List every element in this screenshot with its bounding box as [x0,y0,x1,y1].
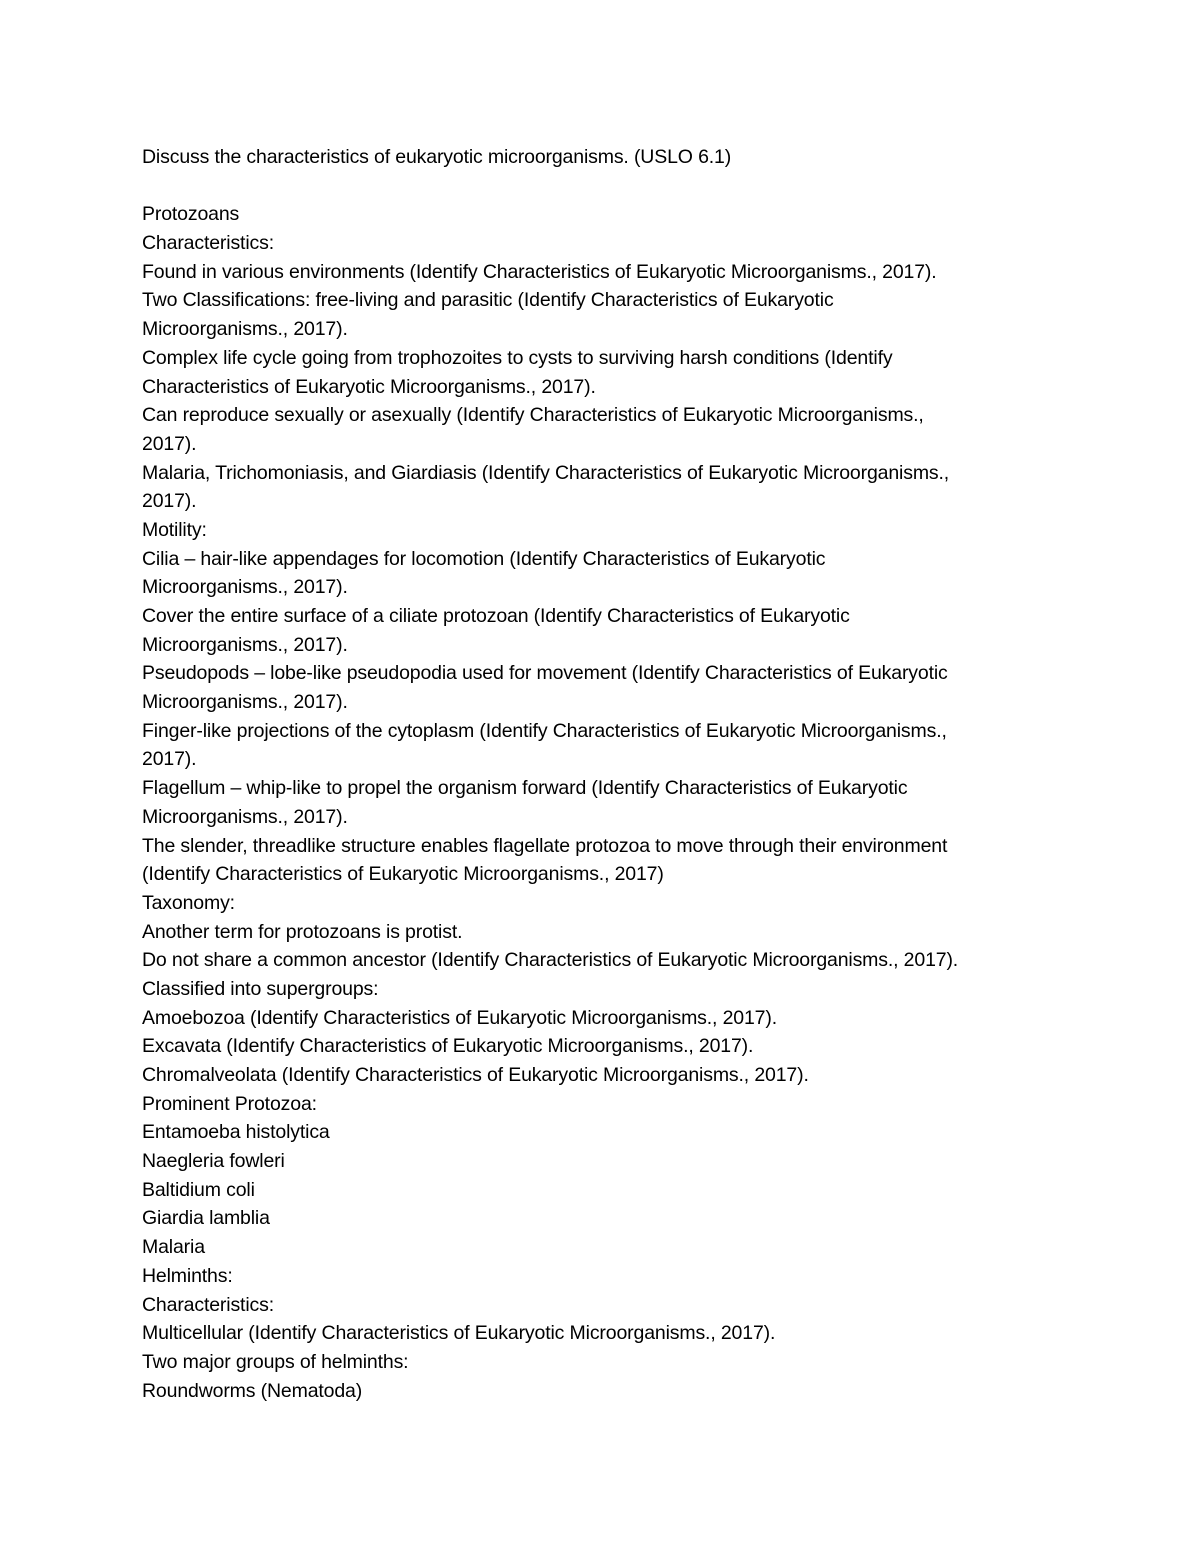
text-line: Multicellular (Identify Characteristics of Eukaryotic Microorganisms., 2017). [142,1322,776,1345]
text-line: Classified into supergroups: [142,977,379,1000]
text-line: (Identify Characteristics of Eukaryotic Microorganisms., 2017) [142,863,664,886]
text-line: The slender, threadlike structure enables flagellate protozoa to move through their environment [142,834,948,857]
text-line: Cilia – hair-like appendages for locomotion (Identify Characteristics of Eukaryotic [142,547,826,570]
text-line: Characteristics of Eukaryotic Microorganisms., 2017). [142,375,596,398]
list-item: Baltidium coli [142,1178,255,1201]
text-line: Two major groups of helminths: [142,1350,409,1373]
text-line: Flagellum – whip-like to propel the organism forward (Identify Characteristics of Eukaryotic [142,777,908,800]
text-line: 2017). [142,490,197,513]
text-line: Microorganisms., 2017). [142,318,348,341]
text-line: Another term for protozoans is protist. [142,920,463,943]
text-line: Complex life cycle going from trophozoites to cysts to surviving harsh conditions (Identify [142,346,893,369]
subheading-taxonomy: Taxonomy: [142,891,235,914]
list-item: Entamoeba histolytica [142,1121,330,1144]
text-line: Do not share a common ancestor (Identify Characteristics of Eukaryotic Microorganisms., 2017). [142,949,959,972]
section-heading-helminths: Helminths: [142,1264,233,1287]
text-line: Can reproduce sexually or asexually (Identify Characteristics of Eukaryotic Microorganisms., [142,404,924,427]
text-line: 2017). [142,748,197,771]
text-line: Found in various environments (Identify Characteristics of Eukaryotic Microorganisms., 2017). [142,260,937,283]
subheading-characteristics: Characteristics: [142,1293,274,1316]
text-line: Microorganisms., 2017). [142,805,348,828]
text-line: Microorganisms., 2017). [142,633,348,656]
subheading-motility: Motility: [142,518,207,541]
text-line: Chromalveolata (Identify Characteristics of Eukaryotic Microorganisms., 2017). [142,1064,809,1086]
list-item: Naegleria fowleri [142,1150,285,1173]
text-line: Excavata (Identify Characteristics of Eukaryotic Microorganisms., 2017). [142,1035,754,1058]
text-line: Microorganisms., 2017). [142,691,348,714]
text-line: Finger-like projections of the cytoplasm (Identify Characteristics of Eukaryotic Microorganisms., [142,719,947,742]
text-line: Cover the entire surface of a ciliate protozoan (Identify Characteristics of Eukaryotic [142,605,850,627]
section-heading-protozoans: Protozoans [142,203,240,226]
document-body [142,143,1082,1405]
text-line: Pseudopods – lobe-like pseudopodia used for movement (Identify Characteristics of Eukaryotic [142,662,948,685]
text-line: Malaria, Trichomoniasis, and Giardiasis (Identify Characteristics of Eukaryotic Microorganisms., [142,461,950,484]
list-item: Malaria [142,1236,205,1259]
subheading-characteristics: Characteristics: [142,232,274,255]
text-line: 2017). [142,432,197,455]
text-line: Microorganisms., 2017). [142,576,348,599]
text-line: Two Classifications: free-living and parasitic (Identify Characteristics of Eukaryotic [142,289,834,312]
question-heading: Discuss the characteristics of eukaryotic microorganisms. (USLO 6.1) [142,146,732,168]
text-line: Amoebozoa (Identify Characteristics of Eukaryotic Microorganisms., 2017). [142,1006,777,1029]
blank-line [142,172,1082,201]
list-item: Giardia lamblia [142,1207,270,1230]
subheading-prominent-protozoa: Prominent Protozoa: [142,1092,317,1115]
text-line: Roundworms (Nematoda) [142,1379,363,1402]
